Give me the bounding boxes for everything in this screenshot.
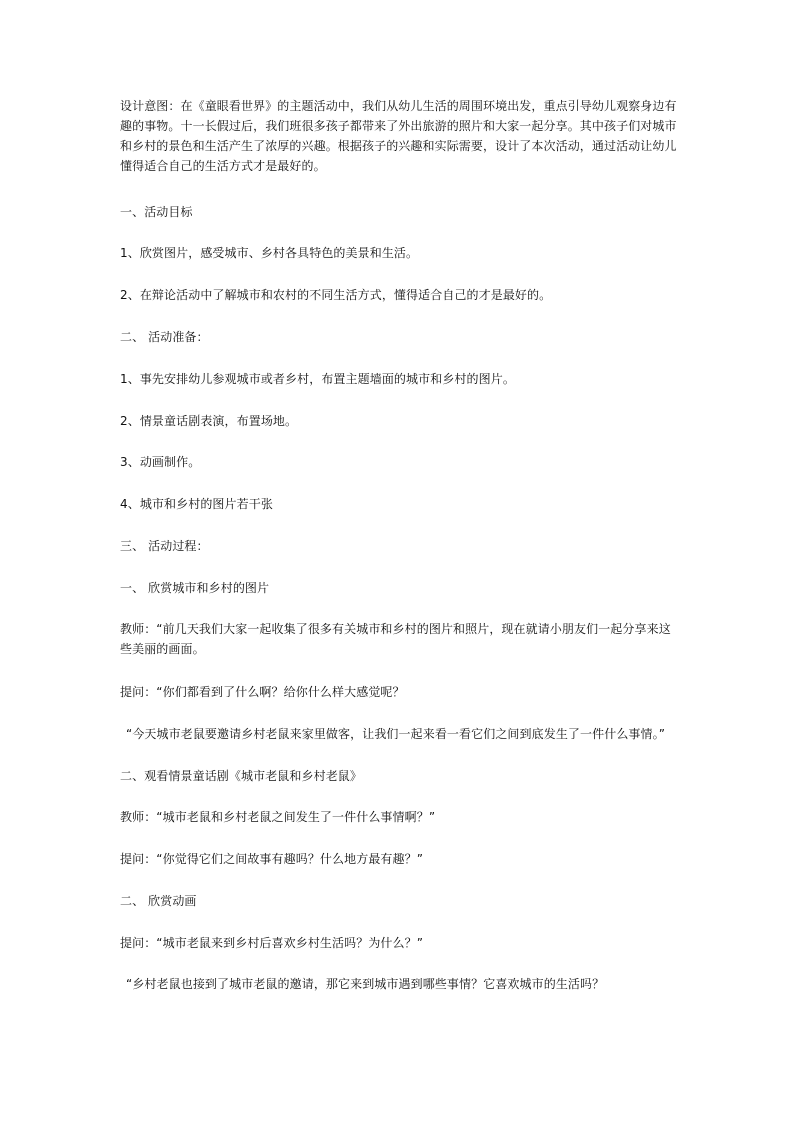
design-intent-paragraph: 设计意图：在《童眼看世界》的主题活动中，我们从幼儿生活的周围环境出发，重点引导幼儿观察身边有趣的事物。十一长假过后，我们班很多孩子都带来了外出旅游的照片和大家一起分享。其中孩子们对城市和乡村的景色和生活产生了浓厚的兴趣。根据孩子的兴趣和实际需要，设计了本次活动，通过活动让幼儿懂得适合自己的生活方式才是最好的。 [120,99,677,173]
section-heading-goals: 一、活动目标 [120,205,193,219]
preparation-item-1: 1、事先安排幼儿参观城市或者乡村，布置主题墙面的城市和乡村的图片。 [120,372,515,386]
section-heading-preparation: 二、 活动准备： [120,330,209,344]
process-step-heading-2: 二、观看情景童话剧《城市老鼠和乡村老鼠》 [120,769,363,783]
narration-paragraph-1: “今天城市老鼠要邀请乡村老鼠来家里做客，让我们一起来看一看它们之间到底发生了一件什么事情。” [126,727,666,741]
question-paragraph-1: 提问：“你们都看到了什么啊？给你什么样大感觉呢？ [120,685,405,699]
question-paragraph-3: 提问：“城市老鼠来到乡村后喜欢乡村生活吗？为什么？” [120,936,424,950]
process-step-heading-3: 二、 欣赏动画 [120,894,197,908]
preparation-item-3: 3、动画制作。 [120,455,201,469]
teacher-paragraph-2: 教师：“城市老鼠和乡村老鼠之间发生了一件什么事情啊？” [120,810,436,824]
process-step-heading-1: 一、 欣赏城市和乡村的图片 [120,581,270,595]
preparation-item-4: 4、城市和乡村的图片若干张 [120,497,273,511]
teacher-paragraph-1: 教师：“前几天我们大家一起收集了很多有关城市和乡村的图片和照片，现在就请小朋友们一起分享来这些美丽的画面。 [120,622,671,656]
section-heading-process: 三、 活动过程： [120,539,209,553]
preparation-item-2: 2、情景童话剧表演，布置场地。 [120,414,298,428]
narration-paragraph-2: “乡村老鼠也接到了城市老鼠的邀请，那它来到城市遇到哪些事情？它喜欢城市的生活吗？ [126,977,605,991]
goal-item-2: 2、在辩论活动中了解城市和农村的不同生活方式，懂得适合自己的才是最好的。 [120,288,552,302]
goal-item-1: 1、欣赏图片，感受城市、乡村各具特色的美景和生活。 [120,246,419,260]
question-paragraph-2: 提问：“你觉得它们之间故事有趣吗？什么地方最有趣？” [120,852,424,866]
